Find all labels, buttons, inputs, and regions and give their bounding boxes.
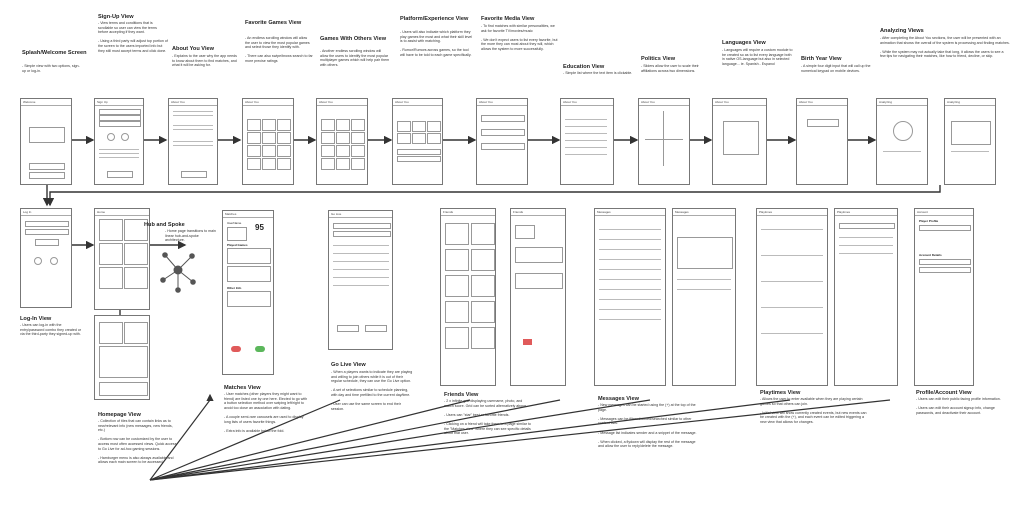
politics-desc: - Sliders allow the user to scale their affiliations across two dimensions.	[641, 64, 699, 73]
mock-header: Go Live	[329, 211, 392, 218]
gameswithothers-title: Games With Others View	[320, 36, 387, 42]
birthyear-desc: - A simple four digit input that will call up the numerical keypad on mobile devices.	[801, 64, 871, 73]
favmedia-title: Favorite Media View	[481, 16, 535, 22]
matches-desc: - User matches (other players they might want to friend) are listed one by one here. Elected to go with a button selection method over swiping left/right to avoid too close an association with dating. - A couple semi-rare carousels are used to display long lists of users favorite things. - Extra info is available below the fold.	[224, 392, 308, 433]
mock-header: Friends	[441, 209, 495, 216]
password-field[interactable]	[25, 229, 69, 235]
languages-desc: - Languages will require a custom module to be created so as to list every language both in native OS-language but also in selected language... ie. Spanish - Espanol	[722, 48, 793, 66]
mock-header: About You	[797, 99, 847, 106]
login-mockup	[20, 208, 72, 308]
birthyear-mockup	[796, 98, 848, 185]
logo-box	[29, 127, 65, 143]
message-detail-mockup	[672, 208, 736, 386]
go-live-button[interactable]	[337, 325, 359, 332]
mock-header: Matches	[223, 211, 273, 218]
platform-title: Platform/Experience View	[400, 16, 469, 22]
splash-title: Splash/Welcome Screen	[22, 50, 87, 56]
friends-mockup	[440, 208, 496, 386]
birthyear-title: Birth Year View	[801, 56, 842, 62]
messages-desc: - New messages can be started using the (+) at the top of the page. - Messages can be filtered/sorted/searched similar to other content lists. - Message list indicates sender and a snippet of the message. - When clicked, a flydown will display the rest of the message and allow the user to reply/delete the message.	[598, 403, 697, 449]
splash-mockup	[20, 98, 72, 185]
hub-title: Hub and Spoke	[144, 222, 185, 228]
mock-header: Playtimes	[835, 209, 897, 216]
login-button[interactable]	[29, 172, 65, 179]
about-title: About You View	[172, 46, 214, 52]
mock-header: Analyzing	[945, 99, 995, 106]
analyzing-mockup-2	[944, 98, 996, 185]
third-party-icon[interactable]	[107, 133, 115, 141]
golive-mockup	[328, 210, 393, 350]
signup-desc: - View terms and conditions that is scrollable so user can view the terms before accepting if they want. - Using a third party will adjust top portion of the screen to the users imported info but they still must accept terms and click done.	[98, 21, 168, 53]
login-button[interactable]	[35, 239, 59, 246]
mock-header: About You	[169, 99, 217, 106]
splash-desc: - Simple view with two options, sign-up or log-in.	[22, 64, 80, 73]
platform-mockup	[392, 98, 443, 185]
third-party-icon[interactable]	[121, 133, 129, 141]
education-title: Education View	[563, 64, 605, 70]
username-label: UserName	[227, 221, 242, 225]
account-details-label: Account Details	[919, 253, 942, 257]
birth-year-input[interactable]	[807, 119, 839, 127]
loading-spinner	[893, 121, 913, 141]
golive-desc: - When a players wants to indicate they are playing and willing to join others while it is out of their regular schedule, they can use the Go Live option. - A set of selections similar to schedule planning, with day and time prefilled to the current day/time. - User can use the same screen to end their session.	[331, 370, 413, 411]
analyzing-mockup-1	[876, 98, 928, 185]
third-party-icon[interactable]	[50, 257, 58, 265]
favgames-mockup	[242, 98, 294, 185]
messages-title: Messages View	[598, 396, 639, 402]
mock-header: Log In	[21, 209, 71, 216]
playtimes-title: Playtimes View	[760, 390, 801, 396]
other-info-label: Other Info	[227, 286, 242, 290]
playtimes-mockup	[756, 208, 828, 386]
third-party-icon[interactable]	[34, 257, 42, 265]
match-score: 95	[255, 223, 264, 232]
next-button[interactable]	[181, 171, 207, 178]
mock-header: About You	[243, 99, 293, 106]
mock-header: About You	[561, 99, 613, 106]
mock-header: Welcome	[21, 99, 71, 106]
mock-header: Messages	[595, 209, 665, 216]
login-title: Log-In View	[20, 316, 52, 322]
homepage-mockup	[94, 208, 150, 310]
horizontal-slider[interactable]	[645, 139, 683, 140]
mock-header: Friends	[511, 209, 565, 216]
friends-desc: - 2 x infinite grid displaying username, photo, and match score. Grid can be sorted alternatively above. - Users can "star" best or favorite friends. - Clicking on a friend will take them to a page similar to the "Matches view" where they can see specific details about that user.	[444, 399, 531, 436]
mock-header: Playtimes	[757, 209, 827, 216]
messages-mockup	[594, 208, 666, 386]
homepage-title: Homepage View	[98, 412, 141, 418]
profile-desc: - Users can edit their public facing profile information. - Users can edit their account signup info, change passwords, and deactivate their account.	[916, 397, 1001, 415]
homepage-mockup-2	[94, 315, 150, 400]
mock-header: About You	[477, 99, 527, 106]
remove-friend-button[interactable]	[523, 339, 532, 345]
mock-header: About You	[713, 99, 766, 106]
matches-title: Matches View	[224, 385, 261, 391]
profile-mockup	[914, 208, 974, 386]
favmedia-desc: - To find matches with similar personalities, we ask for favorite TV/movies/music - We don't expect users to list every favorite, but the more they can most about they will, which allows the system to more successfully.	[481, 24, 558, 51]
playtimes-desc: - Allows the user to enter available when they are playing certain games so that others can join. - Initial view will show currently created events, but new events can be created with the (+), and each event can be edited triggering a new view that allows for changes.	[760, 397, 867, 424]
decline-button[interactable]	[231, 346, 241, 352]
golive-title: Go Live View	[331, 362, 366, 368]
player-profile-label: Player Profile	[919, 219, 939, 223]
languages-mockup	[712, 98, 767, 185]
friend-detail-mockup	[510, 208, 566, 386]
accept-button[interactable]	[255, 346, 265, 352]
politics-title: Politics View	[641, 56, 676, 62]
mock-header: About You	[317, 99, 367, 106]
mock-header: Sign Up	[95, 99, 143, 106]
about-desc: - Explains to the user why the app needs to know about them to find matches, and what it will be asking for.	[172, 54, 237, 68]
done-button[interactable]	[107, 171, 133, 178]
education-mockup	[560, 98, 614, 185]
mock-header: About You	[393, 99, 442, 106]
mock-header: Analyzing	[877, 99, 927, 106]
hub-desc: - Home page transitions to main linear hub-and-spoke architecture.	[165, 229, 216, 243]
politics-mockup	[638, 98, 690, 185]
hub-spoke-icon	[161, 253, 196, 293]
matches-mockup	[222, 210, 274, 375]
mock-header: About You	[639, 99, 689, 106]
gameswithothers-desc: - Another endless scrolling window will allow the users to identify the most popular multiplayer games which will help pair them with others.	[320, 49, 390, 67]
mock-header: Home	[95, 209, 149, 216]
education-desc: - Simple list where the text item is clickable.	[563, 71, 633, 75]
played-games-label: Played Games	[227, 243, 248, 247]
friends-title: Friends View	[444, 392, 479, 398]
password-field[interactable]	[99, 121, 141, 127]
quick-access-bar[interactable]	[99, 382, 148, 396]
favgames-title: Favorite Games View	[245, 20, 302, 26]
gameswithothers-mockup	[316, 98, 368, 185]
mock-header: Account	[915, 209, 973, 216]
favgames-desc: - An endless scrolling window will allow the user to view the most popular games and select those they identify with. - There can also swipe/brows search to far more precise ratings	[245, 36, 313, 63]
signup-mockup	[94, 98, 144, 185]
platform-desc: - Users will also indicate which platform they play games the most and what their skill level is to assist with matching. - Rumor/Rumors across games, so the tool will have to be told to each game specifically.	[400, 30, 473, 57]
profile-title: Profile/Account View	[916, 390, 972, 396]
playtime-edit-mockup	[834, 208, 898, 386]
signup-title: Sign-Up View	[98, 14, 134, 20]
end-session-button[interactable]	[365, 325, 387, 332]
homepage-desc: - Collection of tiles that can contain links as to new/relevant info (new messages, new friends, etc.) - Bottom row can be customized by the user to access most often accessed views. Quick access to Go Live for ad-hoc gaming sessions. - Hamburger menu is also always available and allows each main screen to be accessed.	[98, 419, 177, 465]
favmedia-mockup	[476, 98, 528, 185]
about-mockup	[168, 98, 218, 185]
email-field[interactable]	[25, 221, 69, 227]
login-desc: - Users can log-in with the entry/password combo they created or via the third-party they signed-up with.	[20, 323, 82, 337]
signup-button[interactable]	[29, 163, 65, 170]
analyzing-desc: - After completing the About You sections, the user will be presented with an animation that shows the overall of the system is processing and finding matches. - While the system may not actually take that long, it allows the users to see a few tips for navigating their matches, like how to friend, decline, or skip.	[880, 36, 1010, 59]
languages-title: Languages View	[722, 40, 766, 46]
analyzing-title: Analyzing Views	[880, 28, 924, 34]
player-photo	[227, 227, 247, 241]
mock-header: Messages	[673, 209, 735, 216]
